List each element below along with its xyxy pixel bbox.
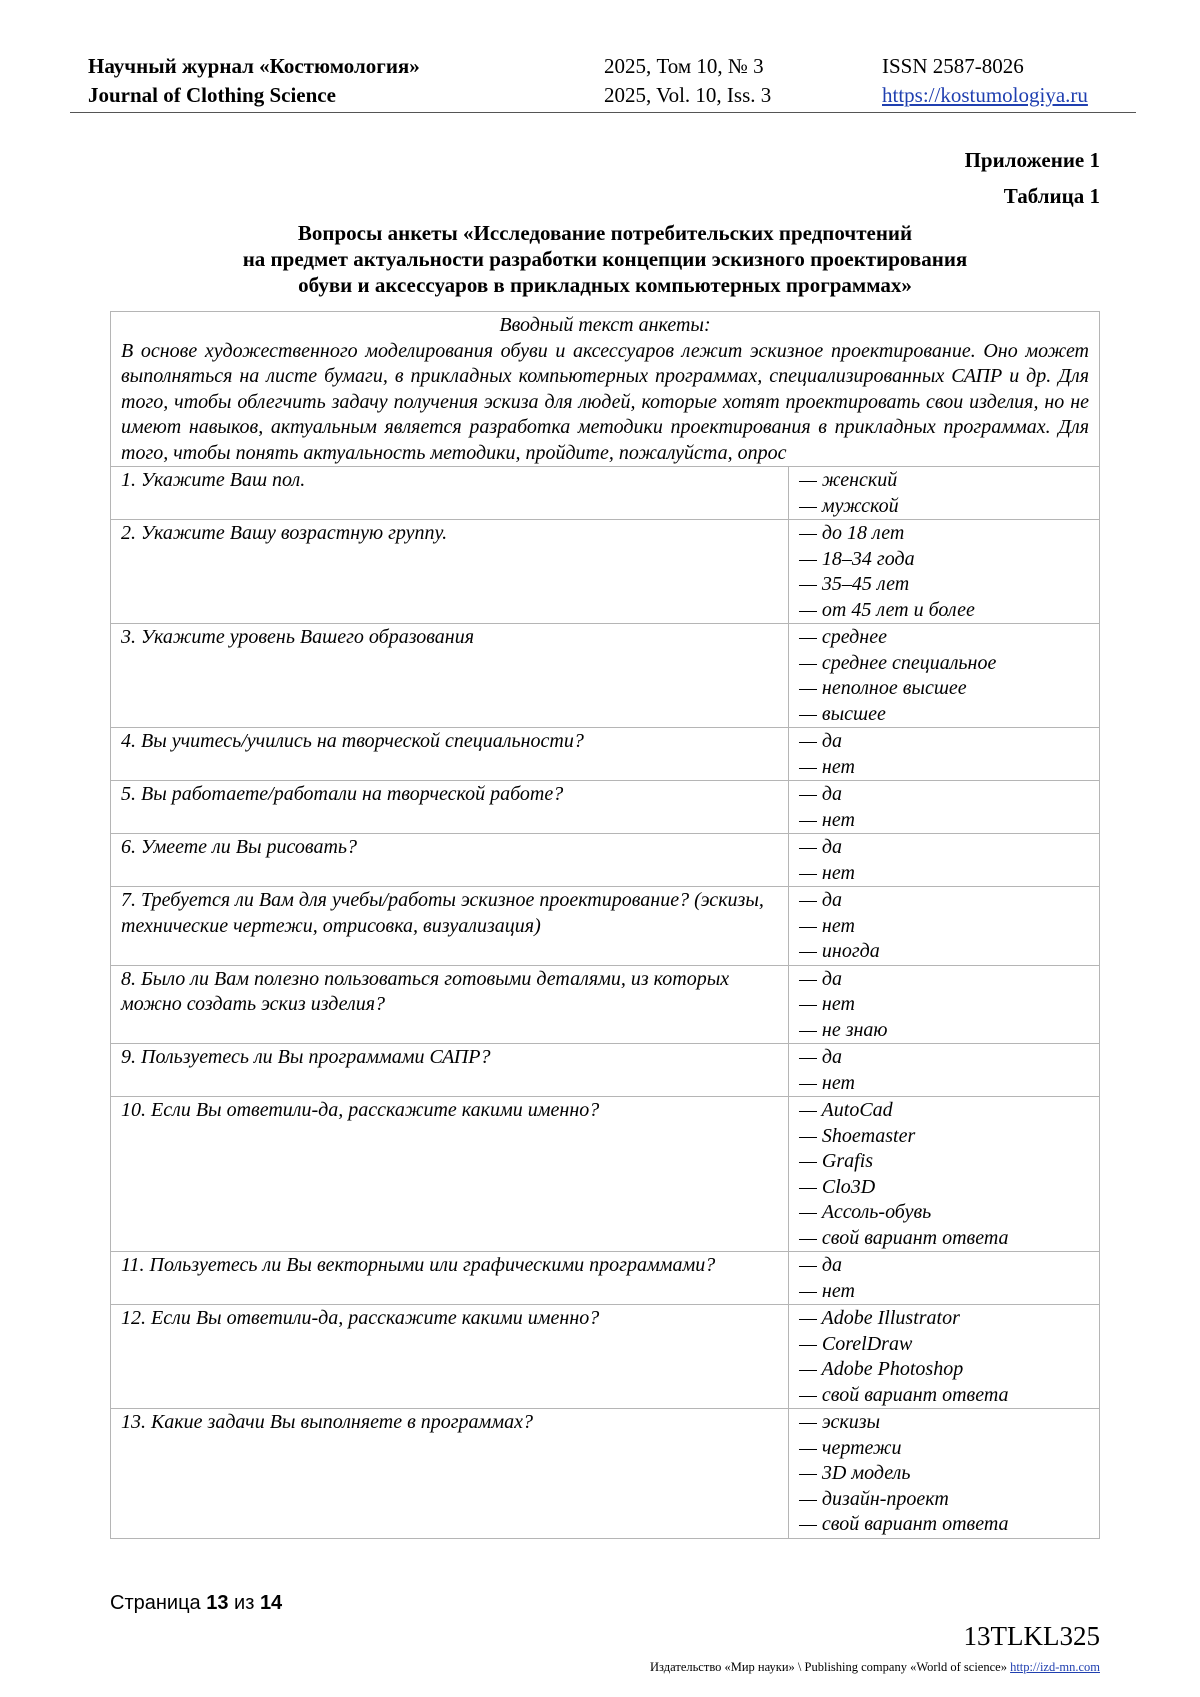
answer-option: — нет: [799, 861, 855, 884]
appendix-label: Приложение 1: [964, 148, 1100, 172]
answer-options: [789, 1305, 1100, 1409]
question-text: 12. Если Вы ответили-да, расскажите какими именно?: [111, 1305, 789, 1409]
answer-option: — эскизы: [799, 1411, 881, 1433]
answer-option: — Adobe Photoshop: [799, 1358, 964, 1380]
answer-option: — дизайн-проект: [799, 1487, 949, 1510]
question-row: [111, 1305, 1100, 1409]
answer-option: — да: [799, 967, 843, 990]
answer-option: — 18–34 года: [799, 547, 915, 570]
answer-option: — нет: [799, 755, 855, 778]
issue-ru: 2025, Том 10, № 3: [604, 54, 764, 78]
answer-option: — чертежи: [799, 1436, 902, 1459]
answer-option: — Clo3D: [799, 1175, 876, 1198]
journal-name: [88, 52, 420, 110]
answer-option: — неполное высшее: [799, 677, 967, 699]
answer-options: [789, 965, 1100, 1044]
issn: ISSN 2587-8026: [882, 54, 1024, 78]
page-of: из: [234, 1592, 255, 1614]
question-row: [111, 781, 1100, 834]
question-text: 4. Вы учитесь/учились на творческой специальности?: [111, 728, 789, 781]
answer-option: — Grafis: [799, 1150, 874, 1172]
questionnaire-table: [110, 311, 1100, 1539]
answer-option: — да: [799, 836, 843, 858]
answer-option: — мужской: [799, 494, 899, 517]
title-line: обуви и аксессуаров в прикладных компьютерных программах»: [298, 273, 912, 297]
answer-option: — свой вариант ответа: [799, 1383, 1009, 1406]
answer-option: — женский: [799, 469, 898, 491]
answer-option: — среднее специальное: [799, 651, 997, 674]
answer-options: [789, 728, 1100, 781]
journal-name-en: Journal of Clothing Science: [88, 83, 336, 107]
answer-options: [789, 1097, 1100, 1252]
answer-options: [789, 781, 1100, 834]
header-divider: [70, 112, 1136, 113]
answer-option: — свой вариант ответа: [799, 1513, 1009, 1535]
publisher-link[interactable]: http://izd-mn.com: [1010, 1660, 1100, 1674]
answer-options: [789, 1252, 1100, 1305]
page-counter: [110, 1592, 282, 1615]
answer-option: — 35–45 лет: [799, 573, 910, 595]
question-row: [111, 1097, 1100, 1252]
issue-en: 2025, Vol. 10, Iss. 3: [604, 83, 772, 107]
publisher-name: Издательство «Мир науки» \ Publishing company «World of science»: [650, 1660, 1007, 1674]
page-current: 13: [206, 1592, 229, 1614]
question-row: [111, 624, 1100, 728]
article-code: 13TLKL325: [963, 1621, 1100, 1651]
question-text: 6. Умеете ли Вы рисовать?: [111, 834, 789, 887]
question-row: [111, 467, 1100, 520]
question-text: 3. Укажите уровень Вашего образования: [111, 624, 789, 728]
answer-option: — свой вариант ответа: [799, 1226, 1009, 1249]
answer-option: — нет: [799, 1279, 855, 1302]
answer-option: — нет: [799, 808, 855, 831]
answer-option: — среднее: [799, 626, 887, 648]
answer-option: — AutoCad: [799, 1099, 893, 1121]
question-text: 10. Если Вы ответили-да, расскажите какими именно?: [111, 1097, 789, 1252]
answer-options: [789, 1044, 1100, 1097]
answer-option: — CorelDraw: [799, 1332, 913, 1355]
intro-heading: Вводный текст анкеты:: [499, 314, 711, 336]
answer-option: — 3D модель: [799, 1462, 911, 1484]
answer-option: — нет: [799, 914, 855, 937]
question-row: [111, 965, 1100, 1044]
answer-option: — да: [799, 1046, 843, 1068]
intro-row: [111, 312, 1100, 467]
question-text: 13. Какие задачи Вы выполняете в программах?: [111, 1409, 789, 1539]
answer-option: — иногда: [799, 940, 880, 962]
answer-option: — Adobe Illustrator: [799, 1307, 960, 1329]
question-row: [111, 1252, 1100, 1305]
question-text: 2. Укажите Вашу возрастную группу.: [111, 520, 789, 624]
answer-option: — да: [799, 783, 843, 805]
answer-options: [789, 624, 1100, 728]
intro-text: В основе художественного моделирования обуви и аксессуаров лежит эскизное проектирование. Оно может выполняться на листе бумаги, в прикладных компьютерных программах, специализированных САПР и др. Для того, чтобы облегчить задачу получения эскиза для людей, которые хотят проектировать свои изделия, но не имеют навыков, актуальным является разработка методики проектирования в прикладных программах. Для того, чтобы понять актуальность методики, пройдите, пожалуйста, опрос: [121, 339, 1089, 464]
page-total: 14: [259, 1592, 283, 1614]
answer-options: [789, 467, 1100, 520]
journal-url-link[interactable]: https://kostumologiya.ru: [882, 83, 1088, 107]
answer-option: — не знаю: [799, 1018, 888, 1041]
question-text: 9. Пользуетесь ли Вы программами САПР?: [111, 1044, 789, 1097]
publisher-line: [650, 1660, 1100, 1675]
table-title: [110, 220, 1100, 298]
answer-option: — высшее: [799, 702, 886, 725]
answer-options: [789, 520, 1100, 624]
question-text: 1. Укажите Ваш пол.: [111, 467, 789, 520]
question-text: 11. Пользуетесь ли Вы векторными или графическими программами?: [111, 1252, 789, 1305]
page-word: Страница: [110, 1592, 201, 1614]
question-text: 8. Было ли Вам полезно пользоваться готовыми деталями, из которых можно создать эскиз изделия?: [111, 965, 789, 1044]
answer-option: — да: [799, 889, 843, 911]
answer-options: [789, 1409, 1100, 1539]
question-text: 5. Вы работаете/работали на творческой работе?: [111, 781, 789, 834]
answer-option: — нет: [799, 993, 855, 1015]
question-text: 7. Требуется ли Вам для учебы/работы эскизное проектирование? (эскизы, технические чертежи, отрисовка, визуализация): [111, 887, 789, 966]
question-row: [111, 834, 1100, 887]
journal-ids: [882, 52, 1088, 110]
table-label: Таблица 1: [1003, 184, 1100, 208]
answer-option: — да: [799, 1254, 843, 1276]
question-row: [111, 728, 1100, 781]
title-line: Вопросы анкеты «Исследование потребительских предпочтений: [297, 221, 913, 245]
journal-name-ru: Научный журнал «Костюмология»: [88, 54, 420, 78]
question-row: [111, 1044, 1100, 1097]
answer-options: [789, 887, 1100, 966]
answer-options: [789, 834, 1100, 887]
journal-header: [88, 52, 1126, 108]
question-row: [111, 520, 1100, 624]
answer-option: — Shoemaster: [799, 1124, 916, 1147]
answer-option: — до 18 лет: [799, 522, 905, 544]
answer-option: — Ассоль-обувь: [799, 1201, 932, 1223]
answer-option: — от 45 лет и более: [799, 598, 975, 621]
answer-option: — нет: [799, 1071, 855, 1094]
question-row: [111, 887, 1100, 966]
issue-info: [604, 52, 771, 110]
answer-option: — да: [799, 730, 843, 752]
question-row: [111, 1409, 1100, 1539]
title-line: на предмет актуальности разработки концепции эскизного проектирования: [242, 247, 968, 271]
intro-cell: [111, 312, 1100, 467]
